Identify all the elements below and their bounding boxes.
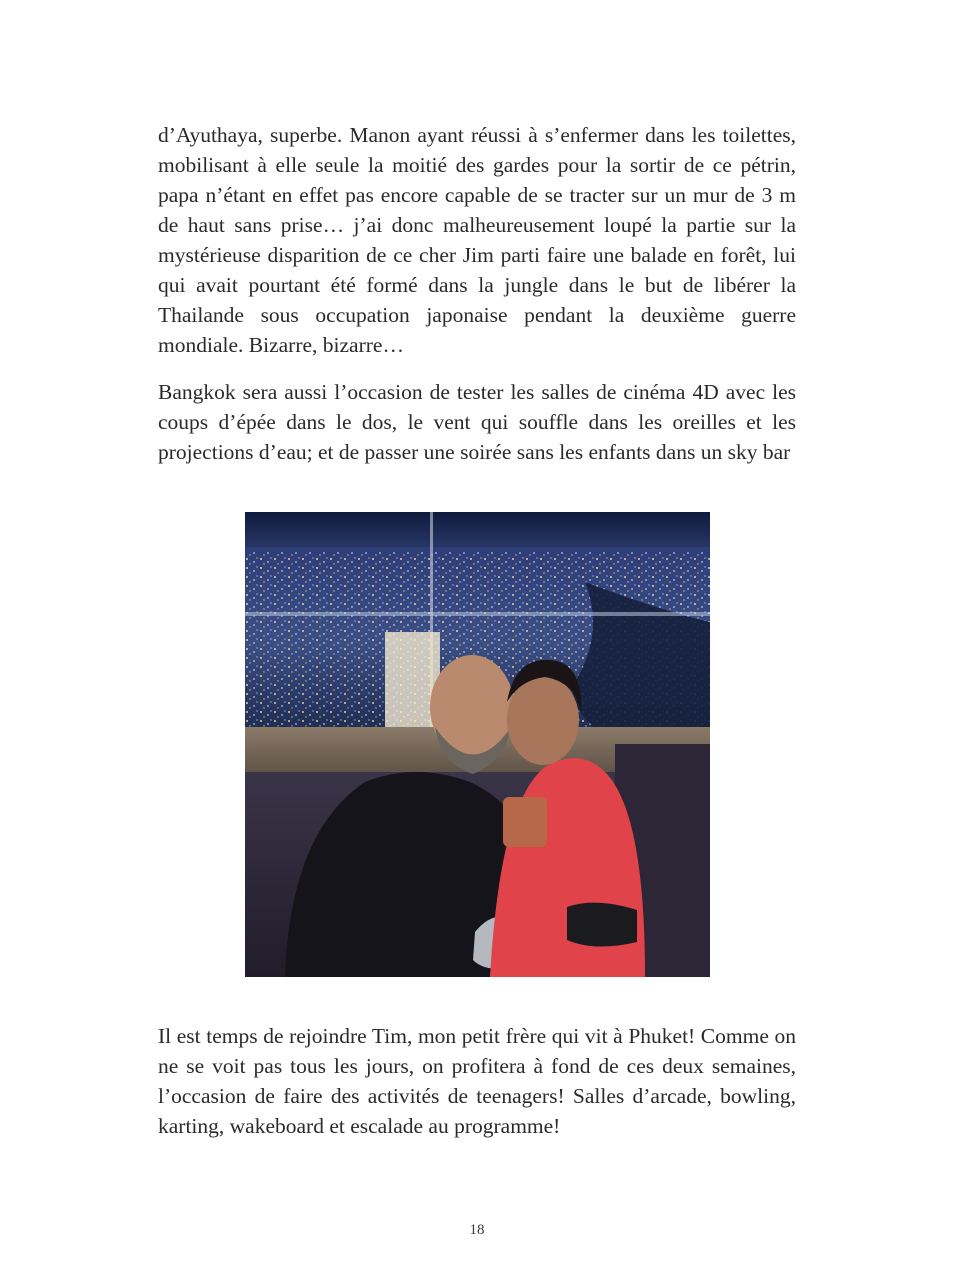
sky-bar-photo (245, 512, 710, 977)
paragraph-phuket: Il est temps de rejoindre Tim, mon petit frère qui vit à Phuket! Comme on ne se voit pas tous les jours, on profitera à fond de ces deux semaines, l’occasion de faire des activités de teenagers! Salles d’arcade, bowling, karting, wakeboard et escalade au programme! (158, 1024, 796, 1138)
page-number: 18 (469, 1222, 485, 1238)
paragraph-ayuthaya: d’Ayuthaya, superbe. Manon ayant réussi à s’enfermer dans les toilettes, mobilisant à elle seule la moitié des gardes pour la sortir de ce pétrin, papa n’étant en effet pas encore capable de se tracter sur un mur de 3 m de haut sans prise… j’ai donc malheureusement loupé la partie sur la mystérieuse disparition de ce cher Jim parti faire une balade en forêt, lui qui avait pourtant été formé dans la jungle dans le but de libérer la Thailande sous occupation japonaise pendant la deuxième guerre mondiale. Bizarre, bizarre… (158, 123, 796, 357)
paragraph-bangkok: Bangkok sera aussi l’occasion de tester les salles de cinéma 4D avec les coups d’épée dans le dos, le vent qui souffle dans les oreilles et les projections d’eau; et de passer une soirée sans les enfants dans un sky bar (158, 380, 796, 464)
